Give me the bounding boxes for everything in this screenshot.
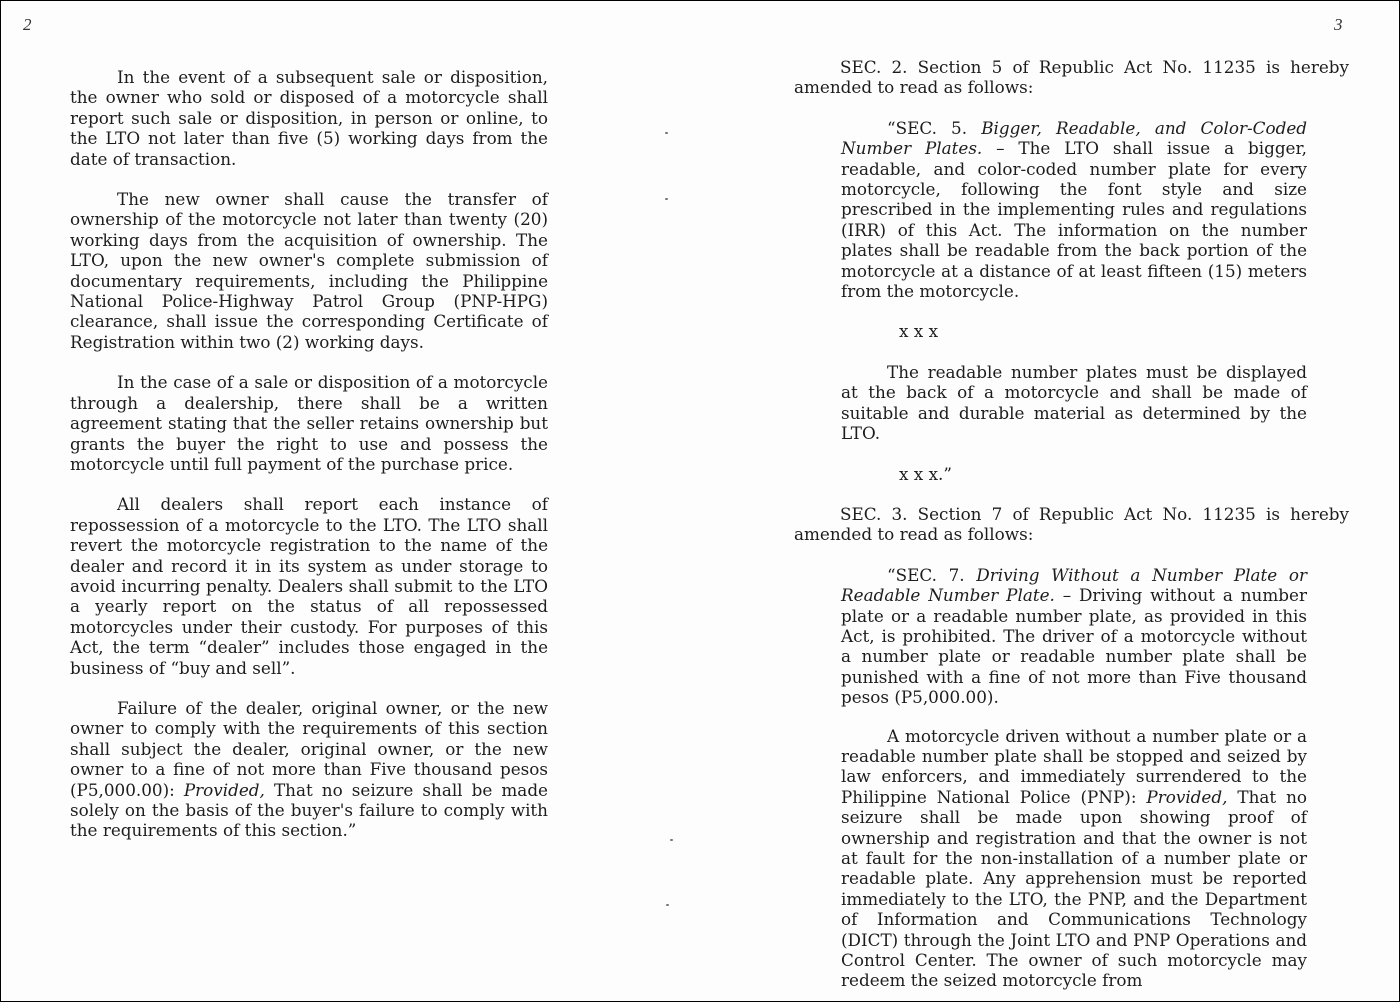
- scan-speck: [665, 198, 668, 200]
- penalty-text-start: Failure of the dealer, original owner, or the new owner to comply with the requirements of this section shall subject the dealer, original owner, or the new owner to a fine of not more than Five thousand pesos (P5,000.00):: [70, 697, 548, 800]
- omission-marker-end: x x x.”: [899, 463, 952, 484]
- section-7-title: Driving Without a Number Plate or Readable Number Plate.: [841, 564, 1307, 606]
- paragraph-transfer-ownership: The new owner shall cause the transfer of ownership of the motorcycle not later than twenty (20) working days from the acquisition of ownership. The LTO, upon the new owner's complete submission of documentary requirements, including the Philippine National Police-Highway Patrol Group (PNP-HPG) clearance, shall issue the corresponding Certificate of Registration within two (2) working days.: [70, 189, 548, 352]
- section-5-lead: “SEC. 5.: [887, 117, 982, 138]
- omission-marker: x x x: [899, 321, 939, 342]
- section-3-heading: SEC. 3. Section 7 of Republic Act No. 11235 is hereby amended to read as follows:: [794, 503, 1349, 545]
- section-7-lead: “SEC. 7.: [887, 564, 977, 585]
- section-5-text: [841, 118, 1307, 302]
- section-5-body: – The LTO shall issue a bigger, readable, and color-coded number plate for every motorcycle, following the font style and size prescribed in the implementing rules and regulations (IRR) of this Act. The information on the number plates shall be readable from the back portion of the motorcycle at a distance of at least fifteen (15) meters from the motorcycle.: [841, 138, 1307, 302]
- scan-speck: [665, 132, 668, 134]
- left-page-body: [70, 67, 548, 861]
- seizure-paragraph: [841, 726, 1307, 991]
- paragraph-dealership-sale: In the case of a sale or disposition of a motorcycle through a dealership, there shall be a written agreement stating that the seller retains ownership but grants the buyer the right to use and possess the motorcycle until full payment of the purchase price.: [70, 372, 548, 474]
- provided-italic-right: Provided,: [1146, 786, 1228, 807]
- paragraph-subsequent-sale: In the event of a subsequent sale or disposition, the owner who sold or disposed of a motorcycle shall report such sale or disposition, in person or online, to the LTO not later than five (5) working days from the date of transaction.: [70, 67, 548, 169]
- scan-speck: [670, 839, 673, 841]
- page-number-right: 3: [1334, 15, 1343, 34]
- seizure-text-end: That no seizure shall be made upon showing proof of ownership and registration and that the owner is not at fault for the non-installation of a number plate or readable plate. Any apprehension must be reported immediately to the LTO, the PNP, and the Department of Information and Communications Technology (DICT) through the Joint LTO and PNP Operations and Control Center. The owner of such motorcycle may redeem the seized motorcycle from: [841, 786, 1307, 991]
- section-5-title: Bigger, Readable, and Color-Coded Number Plates.: [841, 117, 1307, 159]
- scan-speck: [666, 904, 669, 906]
- page-number-left: 2: [23, 15, 32, 34]
- section-2-heading: SEC. 2. Section 5 of Republic Act No. 11235 is hereby amended to read as follows:: [794, 57, 1349, 98]
- seizure-text-start: A motorcycle driven without a number plate or a readable number plate shall be stopped and seized by law enforcers, and immediately surrendered to the Philippine National Police (PNP):: [841, 725, 1307, 807]
- section-7-body: – Driving without a number plate or a readable number plate, as provided in this Act, is prohibited. The driver of a motorcycle without a number plate or readable number plate shall be punished with a fine of not more than Five thousand pesos (P5,000.00).: [841, 585, 1307, 708]
- readable-plates-paragraph: The readable number plates must be displayed at the back of a motorcycle and shall be made of suitable and durable material as determined by the LTO.: [841, 361, 1307, 444]
- paragraph-failure-penalty: [70, 698, 548, 841]
- section-7-text: [841, 565, 1307, 708]
- right-page-body: [794, 57, 1349, 991]
- paragraph-repossession: All dealers shall report each instance of repossession of a motorcycle to the LTO. The LTO shall revert the motorcycle registration to the name of the dealer and record it in its system as under storage to avoid incurring penalty. Dealers shall submit to the LTO a yearly report on the status of all repossessed motorcycles under their custody. For purposes of this Act, the term “dealer” includes those engaged in the business of “buy and sell”.: [70, 494, 548, 678]
- provided-italic: Provided,: [183, 779, 265, 800]
- penalty-text-end: That no seizure shall be made solely on the basis of the buyer's failure to comply with the requirements of this section.”: [70, 779, 548, 841]
